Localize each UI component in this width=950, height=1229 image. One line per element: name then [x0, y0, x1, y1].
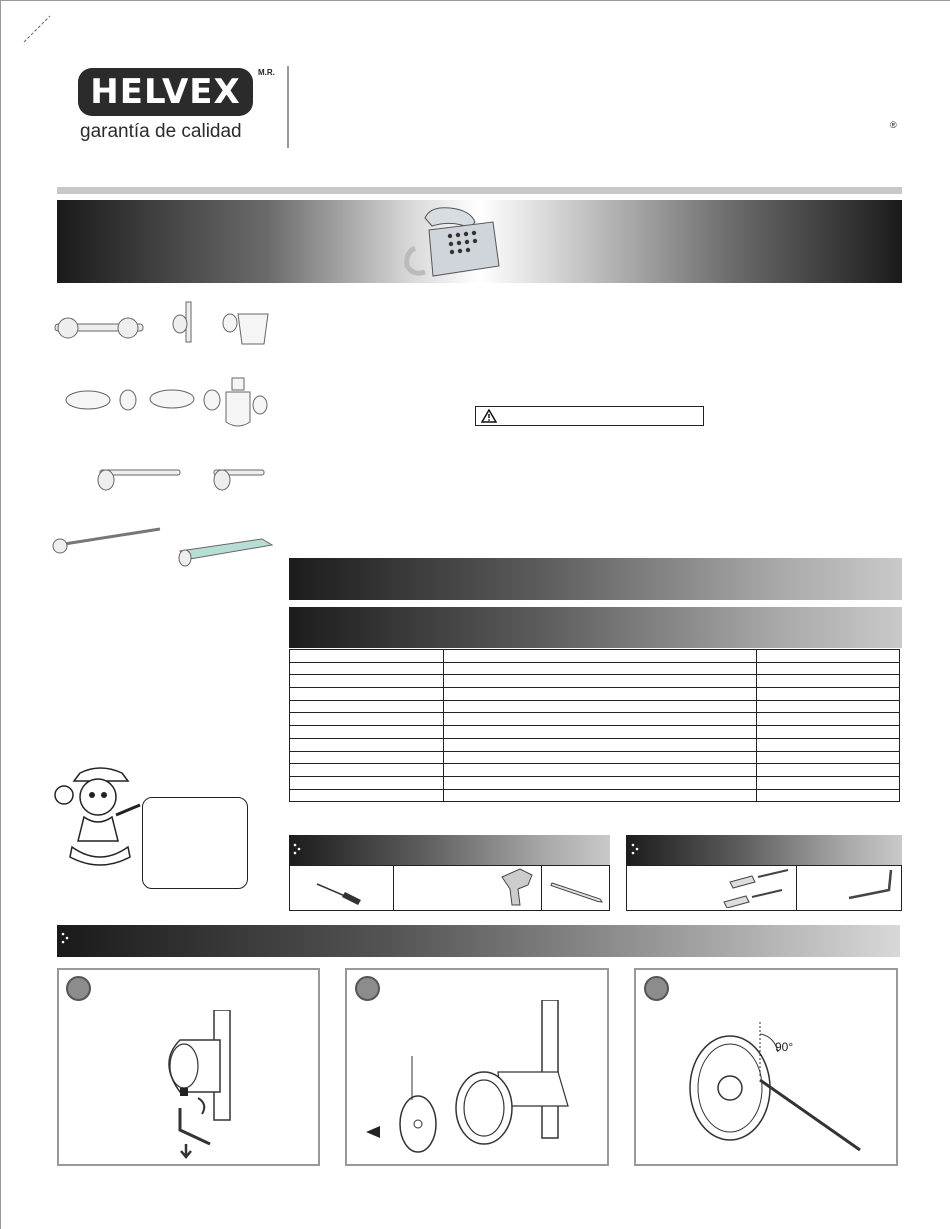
soap-dish-illustration	[66, 390, 220, 410]
table-row	[290, 789, 900, 802]
plumber-mascot	[50, 765, 150, 870]
header-rule	[57, 187, 902, 194]
table-row	[290, 700, 900, 713]
section-header-bar	[289, 558, 902, 600]
table-row	[290, 662, 900, 675]
paper-holder-illustration	[55, 318, 143, 338]
step-3-badge	[644, 976, 669, 1001]
bullet-dots-icon	[292, 842, 306, 856]
parts-table	[289, 649, 900, 802]
table-row	[290, 688, 900, 701]
table-row	[290, 751, 900, 764]
header-divider	[287, 66, 289, 148]
table-row	[290, 675, 900, 688]
glass-shelf-illustration	[179, 539, 272, 566]
table-row	[290, 713, 900, 726]
bullet-dots-icon	[60, 931, 74, 945]
tools-divider	[393, 865, 394, 911]
corner-crop-mark	[22, 14, 52, 44]
soap-dispenser-illustration	[226, 378, 267, 426]
table-row	[290, 738, 900, 751]
pencil-icon	[550, 880, 605, 904]
warning-icon	[481, 409, 497, 423]
step-2-illustration	[360, 1000, 580, 1160]
long-towel-bar-illustration	[53, 529, 160, 553]
drill-icon	[500, 867, 538, 907]
allen-key-icon	[845, 868, 897, 904]
table-row	[290, 650, 900, 663]
bullet-dots-icon	[630, 842, 644, 856]
speech-bubble	[142, 797, 248, 889]
step-1-illustration	[150, 1010, 250, 1160]
brand-name: HELVEX	[90, 72, 241, 112]
materials-divider	[796, 865, 797, 911]
angle-label: 90°	[775, 1040, 794, 1054]
brand-mark: M.R.	[258, 68, 275, 77]
tools-header-bar	[289, 835, 610, 865]
product-thumbnails	[50, 300, 280, 580]
table-row	[290, 776, 900, 789]
registered-mark: ®	[890, 120, 897, 130]
table-row	[290, 764, 900, 777]
tools-divider	[541, 865, 542, 911]
wall-anchors-icon	[720, 868, 792, 908]
parts-header-bar	[289, 607, 902, 648]
materials-header-bar	[626, 835, 902, 865]
tumbler-holder-illustration	[223, 314, 268, 344]
towel-bar-illustration	[98, 470, 264, 490]
table-row	[290, 726, 900, 739]
warning-box	[475, 406, 704, 426]
installation-header-bar	[57, 925, 900, 957]
robe-hook-illustration	[173, 302, 191, 342]
brand-tagline: garantía de calidad	[80, 121, 242, 142]
step-2-badge	[355, 976, 380, 1001]
step-1-badge	[66, 976, 91, 1001]
screwdriver-icon	[315, 880, 365, 908]
telephone-icon	[395, 200, 500, 280]
